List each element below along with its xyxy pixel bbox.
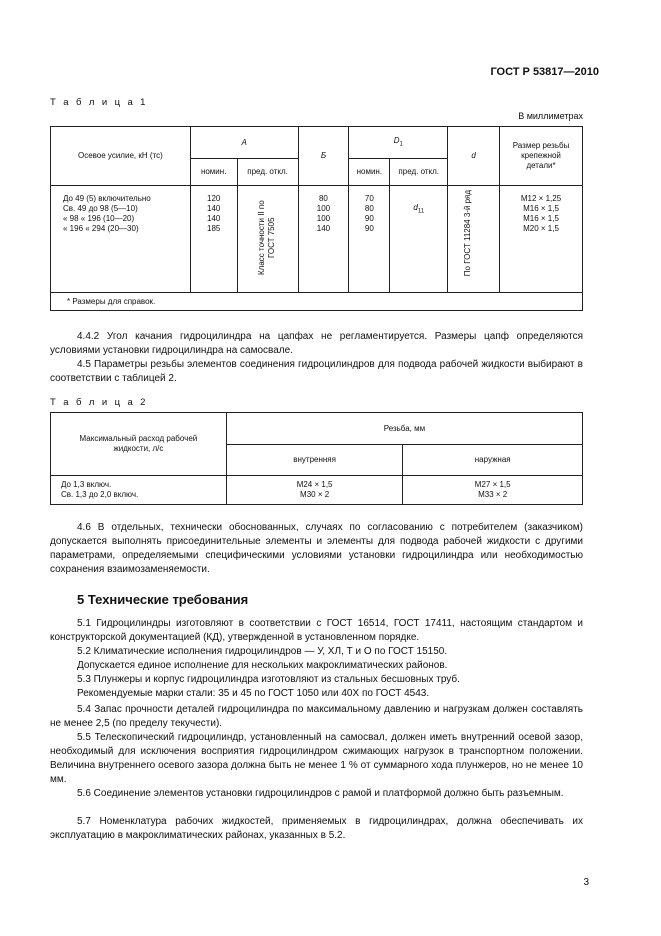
paragraph-5-4: 5.4 Запас прочности деталей гидроцилиндра по максимальному давлению и нагрузкам должен составлять не менее 2,5 (по пределу текучести). [50, 704, 583, 729]
page-number: 3 [583, 877, 589, 888]
header-D1: D [393, 135, 400, 145]
A-nom-values: 120 140 140 185 [190, 186, 237, 293]
document-id: ГОСТ Р 53817—2010 [490, 66, 599, 78]
table1-caption: Т а б л и ц а 1 [50, 97, 148, 108]
d-value: По ГОСТ 11284 3-й ряд [462, 190, 472, 277]
paragraph-5-5: 5.5 Телескопический гидроцилиндр, установленный на самосвал, должен иметь внутренний осевой зазор, необходимый для исключения восприятия гидроцилиндром сжимающих нагрузок в транспортном положении. Величина внутреннего осевого зазора должна быть не менее 1 % от суммарного хода плунжеров, но не менее 10 мм. [50, 732, 583, 785]
header-d: d [471, 151, 476, 160]
subheader-internal: внутренняя [226, 445, 403, 476]
paragraph-5-1: 5.1 Гидроцилиндры изготовляют в соответствии с ГОСТ 16514, ГОСТ 17411, настоящим стандартом и конструкторской документацией (КД), утвержденной в установленном порядке. [50, 618, 583, 643]
subheader-A-dev: пред. откл. [237, 159, 298, 186]
external-thread-values: М27 × 1,5 М33 × 2 [403, 476, 583, 505]
header-max-flow: Максимальный расход рабочей жидкости, л/с [51, 413, 227, 476]
B-values: 80 100 100 140 [298, 186, 349, 293]
header-D1-sub: 1 [399, 141, 403, 148]
D1-nom-values: 70 80 90 90 [349, 186, 390, 293]
paragraph-4-4-2: 4.4.2 Угол качания гидроцилиндра на цапфах не регламентируется. Размеры цапф определяются условиями установки гидроцилиндра на самосвале. [50, 331, 583, 356]
paragraph-4-6: 4.6 В отдельных, технически обоснованных, случаях по согласованию с потребителем (заказчиком) допускается выполнять присоединительные элементы и элементы для подвода рабочей жидкости с другими параметрами, определяемыми специфическими условиями установки гидроцилиндра или необходимостью сохранения взаимозаменяемости. [50, 522, 583, 575]
paragraph-5-2: 5.2 Климатические исполнения гидроцилиндров — У, ХЛ, Т и О по ГОСТ 15150. [77, 646, 448, 657]
A-tolerance: Класс точности II по ГОСТ 7505 [256, 200, 276, 276]
header-axial-force: Осевое усилие, кН (тс) [51, 127, 191, 186]
D1-tolerance-sub: 11 [417, 208, 425, 215]
table2 [50, 412, 583, 505]
subheader-external: наружная [403, 445, 583, 476]
thread-values: М12 × 1,25 М16 × 1,5 М16 × 1,5 М20 × 1,5 [500, 186, 583, 293]
paragraph-5-2-note: Допускается единое исполнение для нескольких макроклиматических районов. [77, 660, 448, 671]
table1-footnote: * Размеры для справок. [51, 293, 583, 311]
D1-tolerance: d [413, 203, 418, 212]
subheader-D1-dev: пред. откл. [390, 159, 448, 186]
header-thread: Резьба, мм [226, 413, 582, 445]
internal-thread-values: М24 × 1,5 М30 × 2 [226, 476, 403, 505]
paragraph-4-5: 4.5 Параметры резьбы элементов соединения гидроцилиндров для подвода рабочей жидкости выбирают в соответствии с таблицей 2. [50, 359, 583, 384]
table1-units: В миллиметрах [518, 111, 583, 121]
table1 [50, 126, 583, 311]
force-values: До 49 (5) включительно Св. 49 до 98 (5—10) « 98 « 196 (10—20) « 196 « 294 (20—30) [51, 186, 191, 293]
table2-caption: Т а б л и ц а 2 [50, 397, 148, 408]
header-A: А [241, 137, 247, 147]
paragraph-5-7: 5.7 Номенклатура рабочих жидкостей, применяемых в гидроцилиндрах, должна обеспечивать их эксплуатацию в макроклиматических районах, указанных в 5.2. [50, 816, 583, 841]
header-thread-size: Размер резьбы крепежной детали* [500, 127, 583, 186]
paragraph-5-3-note: Рекомендуемые марки стали: 35 и 45 по ГОСТ 1050 или 40Х по ГОСТ 4543. [77, 688, 430, 699]
header-B: Б [320, 151, 327, 160]
flow-values: До 1,3 включ. Св. 1,3 до 2,0 включ. [51, 476, 227, 505]
paragraph-5-3: 5.3 Плунжеры и корпус гидроцилиндра изготовляют из стальных бесшовных труб. [77, 674, 460, 685]
subheader-A-nom: номин. [190, 159, 237, 186]
section-5-heading: 5 Технические требования [77, 592, 249, 607]
paragraph-5-6: 5.6 Соединение элементов установки гидроцилиндров с рамой и платформой должно быть разъемным. [77, 788, 564, 799]
subheader-D1-nom: номин. [349, 159, 390, 186]
